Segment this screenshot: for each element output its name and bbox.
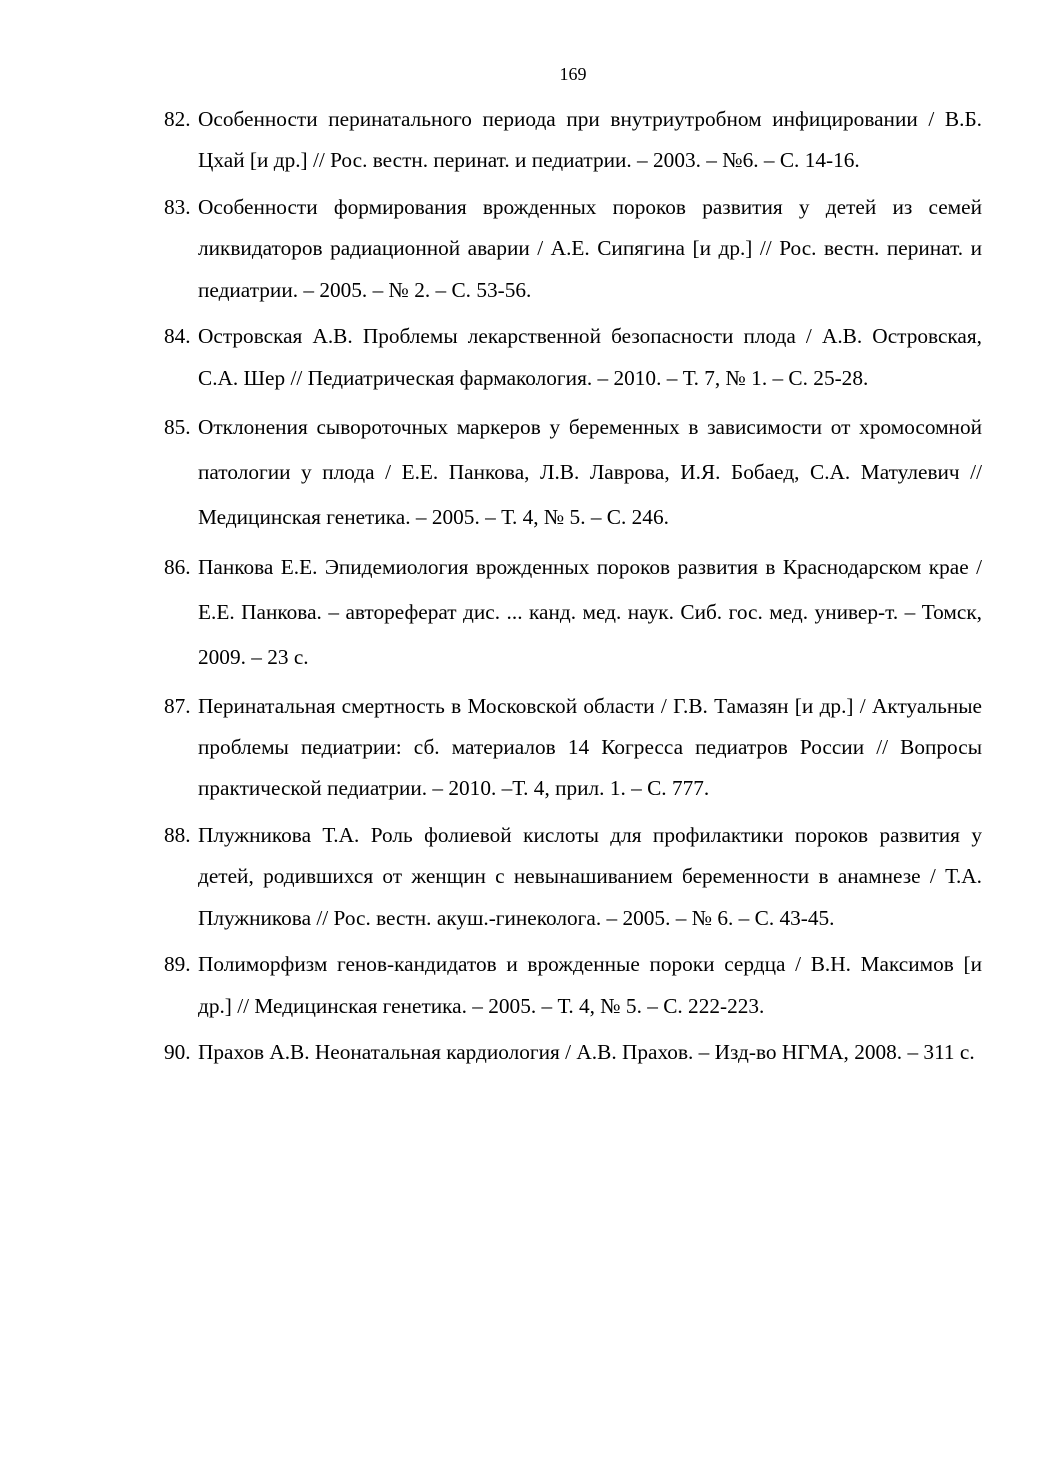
page-number: 169 <box>559 64 587 84</box>
reference-number: 85. <box>164 414 191 439</box>
reference-text: Перинатальная смертность в Московской области / Г.В. Тамазян [и др.] / Актуальные проблемы педиатрии: сб. материалов 14 Когресса педиатров России // Вопросы практической педиатрии. – 2010. –Т. 4, прил. 1. – С. 777. <box>198 693 982 801</box>
reference-text: Островская А.В. Проблемы лекарственной безопасности плода / А.В. Островская, С.А. Шер // Педиатрическая фармакология. – 2010. – Т. 7, № 1. – С. 25-28. <box>198 324 982 390</box>
reference-item-87 <box>164 686 982 810</box>
reference-number: 82. <box>164 107 191 131</box>
reference-text: Отклонения сывороточных маркеров у беременных в зависимости от хромосомной патологии у плода / Е.Е. Панкова, Л.В. Лаврова, И.Я. Бобаед, С.А. Матулевич // Медицинская генетика. – 2005. – Т. 4, № 5. – С. 246. <box>198 414 982 529</box>
reference-number: 88. <box>164 822 191 847</box>
reference-item-85 <box>164 405 982 540</box>
reference-text: Особенности перинатального периода при внутриутробном инфицировании / В.Б. Цхай [и др.] // Рос. вестн. перинат. и педиатрии. – 2003. – №6. – С. 14-16. <box>198 107 982 173</box>
reference-item-82 <box>164 99 982 182</box>
reference-number: 86. <box>164 555 191 580</box>
reference-text: Особенности формирования врожденных пороков развития у детей из семей ликвидаторов радиационной аварии / А.Е. Сипягина [и др.] // Рос. вестн. перинат. и педиатрии. – 2005. – № 2. – С. 53-56. <box>198 195 982 302</box>
reference-number: 87. <box>164 693 191 718</box>
reference-item-90 <box>164 1032 982 1073</box>
reference-item-88 <box>164 815 982 939</box>
reference-number: 84. <box>164 324 191 349</box>
reference-item-83 <box>164 187 982 311</box>
reference-item-86 <box>164 545 982 680</box>
reference-text: Панкова Е.Е. Эпидемиология врожденных пороков развития в Краснодарском крае / Е.Е. Панкова. – автореферат дис. ... канд. мед. наук. Сиб. гос. мед. универ-т. – Томск, 2009. – 23 с. <box>198 555 982 670</box>
reference-item-84 <box>164 316 982 399</box>
reference-number: 83. <box>164 195 191 220</box>
reference-number: 90. <box>164 1040 191 1065</box>
reference-text: Полиморфизм генов-кандидатов и врожденные пороки сердца / В.Н. Максимов [и др.] // Медицинская генетика. – 2005. – Т. 4, № 5. – С. 222-223. <box>198 952 982 1018</box>
reference-number: 89. <box>164 952 191 977</box>
reference-text: Плужникова Т.А. Роль фолиевой кислоты для профилактики пороков развития у детей, родившихся от женщин с невынашиванием беременности в анамнезе / Т.А. Плужникова // Рос. вестн. акуш.-гинеколога. – 2005. – № 6. – С. 43-45. <box>198 822 982 930</box>
reference-item-89 <box>164 944 982 1027</box>
reference-list <box>164 99 982 1079</box>
reference-text: Прахов А.В. Неонатальная кардиология / А.В. Прахов. – Изд-во НГМА, 2008. – 311 с. <box>198 1040 975 1065</box>
